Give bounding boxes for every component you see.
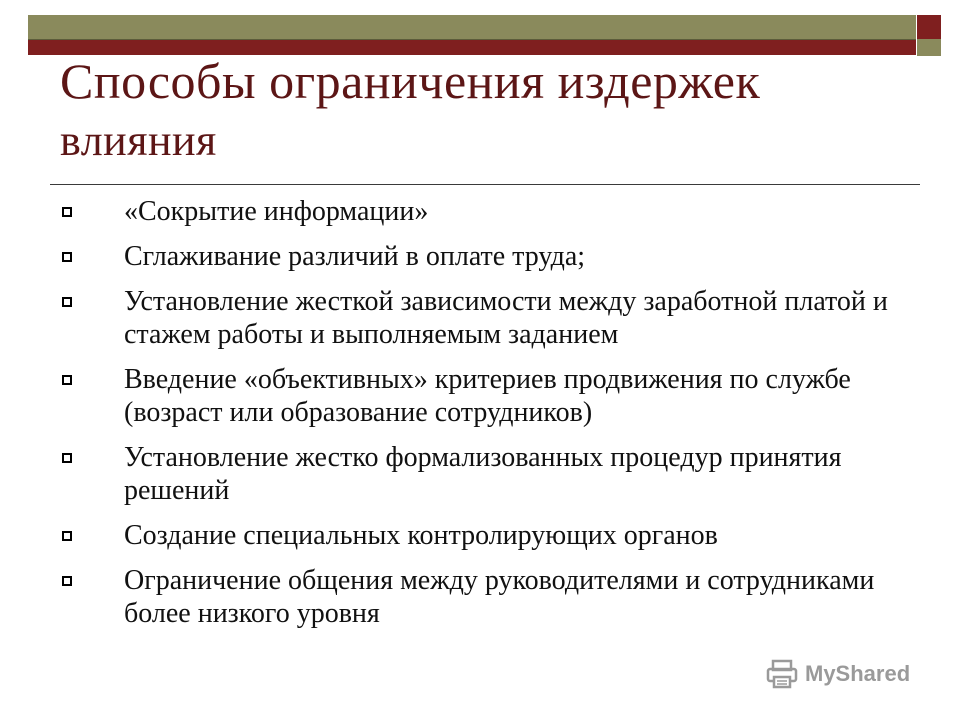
bullet-text: «Сокрытие информации» (124, 196, 429, 227)
title-divider (50, 184, 920, 185)
square-bullet-icon (62, 531, 72, 541)
corner-accent-bottom (917, 39, 941, 56)
myshared-watermark (765, 656, 935, 692)
bullet-text: Установление жестко формализованных процедур принятия решений (124, 442, 842, 506)
square-bullet-icon (62, 252, 72, 262)
bullet-item (60, 240, 920, 273)
slide-title (60, 52, 900, 172)
bullet-item (60, 363, 920, 429)
slide-title-line1: Способы ограничения издержек (60, 53, 761, 109)
square-bullet-icon (62, 576, 72, 586)
watermark-text: MyShared (805, 661, 911, 686)
printer-logo-icon (765, 659, 799, 689)
square-bullet-icon (62, 375, 72, 385)
bullet-text: Введение «объективных» критериев продвижения по службе (возраст или образование сотрудников) (124, 364, 851, 428)
bullet-item (60, 195, 920, 228)
corner-accent-top (917, 15, 941, 39)
bullet-item (60, 441, 920, 507)
bullet-item (60, 285, 920, 351)
header-bar-olive-stripe (28, 15, 916, 40)
square-bullet-icon (62, 453, 72, 463)
bullet-item (60, 564, 920, 630)
slide-title-line2: влияния (60, 116, 217, 165)
bullet-item (60, 519, 920, 552)
bullet-text: Установление жесткой зависимости между заработной платой и стажем работы и выполняемым заданием (124, 286, 888, 350)
square-bullet-icon (62, 207, 72, 217)
header-bar (28, 15, 916, 55)
square-bullet-icon (62, 297, 72, 307)
bullet-text: Сглаживание различий в оплате труда; (124, 241, 586, 272)
bullet-list (60, 195, 920, 642)
bullet-text: Создание специальных контролирующих органов (124, 520, 718, 551)
bullet-text: Ограничение общения между руководителями и сотрудниками более низкого уровня (124, 565, 875, 629)
